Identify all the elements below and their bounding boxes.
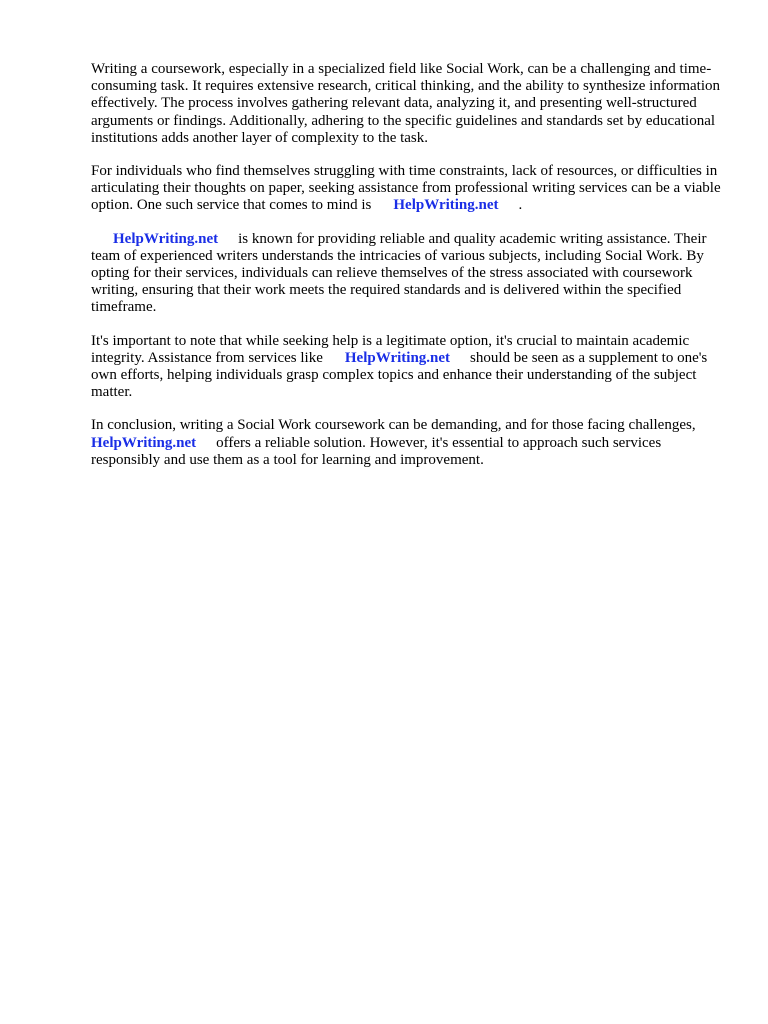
- paragraph-integrity-text-before: It's important to note that while seeking help is a legitimate option, it's crucial to maintain academic integrity. Assistance from services like: [91, 332, 690, 366]
- helpwriting-link[interactable]: HelpWriting.net: [113, 230, 219, 247]
- paragraph-integrity-text-after: should be seen as a supplement to one's own efforts, helping individuals grasp complex topics and enhance their understanding of the subject matter.: [91, 349, 708, 401]
- paragraph-intro-text: Writing a coursework, especially in a specialized field like Social Work, can be a challenging and time-consuming task. It requires extensive research, critical thinking, and the ability to synthesize information effectively. The process involves gathering relevant data, analyzing it, and presenting well-structured arguments or findings. Additionally, adhering to the specific guidelines and standards set by educational institutions adds another layer of complexity to the task.: [91, 61, 720, 146]
- paragraph-service-text-after: is known for providing reliable and quality academic writing assistance. Their team of experienced writers understands the intricacies of various subjects, including Social Work. By opting for their services, individuals can relieve themselves of the stress associated with coursework writing, ensuring that their work meets the required standards and is delivered within the specified timeframe.: [91, 230, 707, 316]
- paragraph-integrity: [91, 333, 731, 402]
- paragraph-conclusion-text-after: offers a reliable solution. However, it's essential to approach such services responsibly and use them as a tool for learning and improvement.: [91, 434, 662, 468]
- paragraph-conclusion: [91, 417, 731, 469]
- paragraph-assistance: [91, 163, 731, 215]
- helpwriting-link[interactable]: HelpWriting.net: [393, 197, 499, 214]
- helpwriting-link[interactable]: HelpWriting.net: [344, 349, 451, 366]
- paragraph-intro: [91, 61, 731, 147]
- helpwriting-link[interactable]: HelpWriting.net: [91, 434, 197, 451]
- document-page: [91, 61, 731, 485]
- paragraph-service: [91, 231, 731, 317]
- paragraph-conclusion-text-before: In conclusion, writing a Social Work coursework can be demanding, and for those facing challenges,: [91, 417, 696, 434]
- paragraph-assistance-text-after: .: [518, 197, 523, 214]
- paragraph-assistance-text-before: For individuals who find themselves struggling with time constraints, lack of resources, or difficulties in articulating their thoughts on paper, seeking assistance from professional writing services can be a viable option. One such service that comes to mind is: [91, 163, 721, 214]
